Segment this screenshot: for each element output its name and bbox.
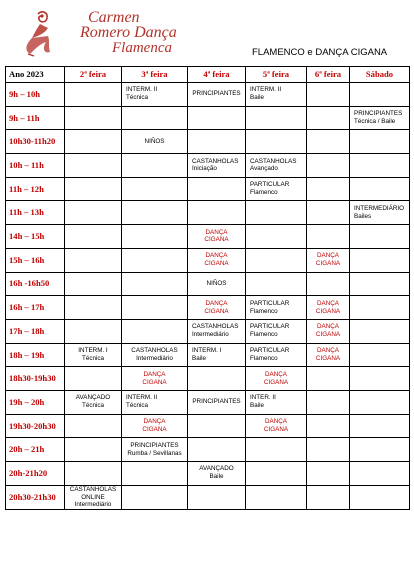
- schedule-cell-tuesday: [122, 272, 188, 296]
- table-row: [6, 272, 410, 296]
- schedule-cell-saturday: [350, 343, 410, 367]
- class-label: DANÇA CIGANA: [204, 299, 229, 315]
- schedule-cell-saturday: [350, 225, 410, 249]
- schedule-cell-thursday: [246, 343, 307, 367]
- logo-line-3: Flamenca: [112, 40, 172, 56]
- time-slot-label: 11h – 13h: [6, 201, 65, 225]
- schedule-cell-wednesday: [188, 367, 246, 391]
- schedule-cell-tuesday: [122, 83, 188, 107]
- schedule-cell-wednesday: [188, 319, 246, 343]
- class-label: INTERM. I Baile: [192, 347, 222, 362]
- table-row: [6, 343, 410, 367]
- schedule-cell-tuesday: [122, 343, 188, 367]
- schedule-cell-saturday: [350, 272, 410, 296]
- schedule-cell-monday: [65, 225, 122, 249]
- class-label: PARTICULAR Flamenco: [250, 323, 290, 339]
- schedule-cell-saturday: [350, 177, 410, 201]
- schedule-cell-wednesday: [188, 225, 246, 249]
- schedule-cell-monday: [65, 296, 122, 320]
- table-row: [6, 438, 410, 462]
- class-label: PARTICULAR Flamenco: [250, 347, 290, 362]
- class-label: DANÇA CIGANA: [263, 370, 289, 386]
- logo-line-1: Carmen: [88, 9, 140, 26]
- class-label: PRINCIPIANTES: [192, 90, 241, 98]
- year-label: Ano 2023: [6, 67, 65, 83]
- schedule-cell-thursday: [246, 414, 307, 438]
- page-subtitle: FLAMENCO e DANÇA CIGANA: [252, 47, 388, 58]
- schedule-cell-saturday: [350, 438, 410, 462]
- schedule-cell-monday: [65, 201, 122, 225]
- schedule-cell-wednesday: [188, 106, 246, 130]
- time-slot-label: 15h – 16h: [6, 248, 65, 272]
- logo-line-2: Romero Dança: [80, 24, 177, 41]
- schedule-cell-saturday: [350, 83, 410, 107]
- schedule-cell-tuesday: [122, 106, 188, 130]
- class-label: CASTANHOLAS Avançado: [250, 157, 297, 173]
- table-row: [6, 83, 410, 107]
- schedule-cell-tuesday: [122, 296, 188, 320]
- schedule-cell-thursday: [246, 130, 307, 154]
- time-slot-label: 10h30-11h20: [6, 130, 65, 154]
- class-label: DANÇA CIGANA: [315, 347, 341, 362]
- schedule-cell-thursday: [246, 248, 307, 272]
- schedule-cell-friday: [307, 296, 350, 320]
- schedule-cell-friday: [307, 83, 350, 107]
- schedule-cell-wednesday: [188, 438, 246, 462]
- day-header-thursday: 5ª feira: [246, 67, 307, 83]
- class-label: CASTANHOLAS Intermediário: [192, 323, 239, 339]
- table-row: [6, 201, 410, 225]
- schedule-cell-monday: [65, 485, 122, 510]
- schedule-cell-wednesday: [188, 462, 246, 486]
- schedule-cell-saturday: [350, 248, 410, 272]
- time-slot-label: 11h – 12h: [6, 177, 65, 201]
- schedule-cell-thursday: [246, 83, 307, 107]
- schedule-cell-tuesday: [122, 177, 188, 201]
- class-label: DANÇA CIGANA: [315, 252, 341, 268]
- schedule-cell-tuesday: [122, 248, 188, 272]
- class-label: NIÑOS: [206, 279, 227, 287]
- schedule-cell-saturday: [350, 485, 410, 510]
- schedule-cell-wednesday: [188, 414, 246, 438]
- table-row: [6, 319, 410, 343]
- class-label: DANÇA CIGANA: [263, 418, 289, 433]
- class-label: INTERM. I Técnica: [78, 347, 108, 362]
- schedule-cell-monday: [65, 177, 122, 201]
- schedule-cell-wednesday: [188, 272, 246, 296]
- schedule-cell-thursday: [246, 106, 307, 130]
- schedule-cell-friday: [307, 177, 350, 201]
- time-slot-label: 18h – 19h: [6, 343, 65, 367]
- schedule-cell-monday: [65, 106, 122, 130]
- schedule-cell-friday: [307, 272, 350, 296]
- class-label: AVANÇADO Técnica: [75, 394, 111, 410]
- time-slot-label: 9h – 10h: [6, 83, 65, 107]
- day-header-monday: 2ª feira: [65, 67, 122, 83]
- schedule-cell-friday: [307, 130, 350, 154]
- schedule-cell-friday: [307, 154, 350, 178]
- schedule-cell-monday: [65, 319, 122, 343]
- schedule-cell-wednesday: [188, 248, 246, 272]
- time-slot-label: 18h30-19h30: [6, 367, 65, 391]
- schedule-cell-saturday: [350, 154, 410, 178]
- schedule-cell-thursday: [246, 225, 307, 249]
- schedule-cell-tuesday: [122, 485, 188, 510]
- schedule-cell-thursday: [246, 485, 307, 510]
- schedule-cell-saturday: [350, 390, 410, 414]
- time-slot-label: 19h30-20h30: [6, 414, 65, 438]
- schedule-cell-thursday: [246, 462, 307, 486]
- class-label: NIÑOS: [144, 137, 165, 145]
- schedule-cell-friday: [307, 367, 350, 391]
- time-slot-label: 17h – 18h: [6, 319, 65, 343]
- schedule-cell-saturday: [350, 201, 410, 225]
- table-row: [6, 367, 410, 391]
- schedule-cell-thursday: [246, 272, 307, 296]
- time-slot-label: 19h – 20h: [6, 390, 65, 414]
- schedule-cell-tuesday: [122, 414, 188, 438]
- class-label: DANÇA CIGANA: [315, 299, 341, 315]
- schedule-cell-thursday: [246, 177, 307, 201]
- table-row: [6, 462, 410, 486]
- schedule-cell-wednesday: [188, 130, 246, 154]
- schedule-cell-thursday: [246, 154, 307, 178]
- schedule-cell-saturday: [350, 414, 410, 438]
- schedule-cell-monday: [65, 343, 122, 367]
- table-row: [6, 154, 410, 178]
- schedule-cell-friday: [307, 390, 350, 414]
- schedule-cell-tuesday: [122, 438, 188, 462]
- schedule-cell-monday: [65, 154, 122, 178]
- schedule-cell-friday: [307, 201, 350, 225]
- schedule-cell-saturday: [350, 462, 410, 486]
- schedule-cell-monday: [65, 438, 122, 462]
- table-row: [6, 248, 410, 272]
- schedule-cell-friday: [307, 106, 350, 130]
- schedule-cell-saturday: [350, 106, 410, 130]
- class-label: INTERMEDIÁRIO Bailes: [354, 204, 405, 220]
- schedule-cell-monday: [65, 414, 122, 438]
- schedule-cell-wednesday: [188, 154, 246, 178]
- schedule-cell-friday: [307, 462, 350, 486]
- schedule-cell-friday: [307, 225, 350, 249]
- table-row: [6, 296, 410, 320]
- schedule-cell-thursday: [246, 296, 307, 320]
- dancer-logo-icon: [20, 8, 60, 58]
- schedule-cell-tuesday: [122, 462, 188, 486]
- schedule-cell-friday: [307, 438, 350, 462]
- schedule-cell-monday: [65, 248, 122, 272]
- class-label: DANÇA CIGANA: [204, 228, 229, 244]
- day-header-friday: 6ª feira: [307, 67, 350, 83]
- class-label: PRINCIPIANTES Técnica / Baile: [354, 110, 403, 126]
- schedule-cell-wednesday: [188, 177, 246, 201]
- schedule-cell-friday: [307, 485, 350, 510]
- schedule-cell-monday: [65, 462, 122, 486]
- table-row: [6, 414, 410, 438]
- schedule-cell-monday: [65, 272, 122, 296]
- day-header-saturday: Sábado: [350, 67, 410, 83]
- academy-logo: [20, 8, 190, 58]
- schedule-cell-tuesday: [122, 319, 188, 343]
- class-label: DANÇA CIGANA: [204, 252, 229, 268]
- table-row: [6, 177, 410, 201]
- schedule-cell-tuesday: [122, 154, 188, 178]
- schedule-cell-thursday: [246, 367, 307, 391]
- time-slot-label: 16h -16h50: [6, 272, 65, 296]
- schedule-cell-saturday: [350, 130, 410, 154]
- schedule-cell-friday: [307, 248, 350, 272]
- class-label: PARTICULAR Flamenco: [250, 299, 290, 315]
- schedule-cell-saturday: [350, 296, 410, 320]
- schedule-cell-thursday: [246, 201, 307, 225]
- class-label: DANÇA CIGANA: [315, 323, 341, 339]
- schedule-cell-saturday: [350, 319, 410, 343]
- time-slot-label: 14h – 15h: [6, 225, 65, 249]
- table-row: [6, 390, 410, 414]
- time-slot-label: 10h – 11h: [6, 154, 65, 178]
- time-slot-label: 16h – 17h: [6, 296, 65, 320]
- day-header-tuesday: 3ª feira: [122, 67, 188, 83]
- schedule-cell-wednesday: [188, 201, 246, 225]
- schedule-cell-wednesday: [188, 296, 246, 320]
- schedule-cell-tuesday: [122, 367, 188, 391]
- class-label: DANÇA CIGANA: [142, 418, 167, 433]
- schedule-cell-monday: [65, 367, 122, 391]
- schedule-cell-tuesday: [122, 201, 188, 225]
- schedule-cell-tuesday: [122, 390, 188, 414]
- schedule-cell-wednesday: [188, 390, 246, 414]
- time-slot-label: 20h30-21h30: [6, 485, 65, 510]
- schedule-cell-tuesday: [122, 225, 188, 249]
- table-row: [6, 485, 410, 510]
- header-row: [6, 67, 410, 83]
- schedule-cell-wednesday: [188, 83, 246, 107]
- time-slot-label: 20h – 21h: [6, 438, 65, 462]
- schedule-cell-friday: [307, 319, 350, 343]
- time-slot-label: 9h – 11h: [6, 106, 65, 130]
- schedule-cell-thursday: [246, 438, 307, 462]
- time-slot-label: 20h-21h20: [6, 462, 65, 486]
- class-label: PRINCIPIANTES Rumba / Sevillanas: [127, 441, 182, 457]
- schedule-cell-thursday: [246, 319, 307, 343]
- schedule-cell-monday: [65, 390, 122, 414]
- table-row: [6, 106, 410, 130]
- class-label: INTERM. II Técnica: [126, 86, 158, 102]
- schedule-cell-thursday: [246, 390, 307, 414]
- schedule-cell-monday: [65, 83, 122, 107]
- schedule-cell-friday: [307, 414, 350, 438]
- class-label: CASTANHOLAS Iniciação: [192, 157, 239, 173]
- schedule-cell-friday: [307, 343, 350, 367]
- table-row: [6, 130, 410, 154]
- schedule-table: [5, 66, 410, 510]
- schedule-cell-wednesday: [188, 485, 246, 510]
- class-label: INTERM. II Baile: [250, 86, 282, 102]
- class-label: PARTICULAR Flamenco: [250, 181, 290, 197]
- schedule-cell-tuesday: [122, 130, 188, 154]
- class-label: CASTANHOLAS ONLINE Intermediário: [69, 485, 117, 509]
- schedule-cell-wednesday: [188, 343, 246, 367]
- class-label: INTERM. II Técnica: [126, 394, 158, 410]
- class-label: INTER. II Baile: [250, 394, 276, 410]
- class-label: AVANÇADO Baile: [199, 465, 234, 481]
- class-label: PRINCIPIANTES: [192, 398, 241, 406]
- schedule-cell-monday: [65, 130, 122, 154]
- class-label: DANÇA CIGANA: [142, 370, 167, 386]
- schedule-cell-saturday: [350, 367, 410, 391]
- day-header-wednesday: 4ª feira: [188, 67, 246, 83]
- table-row: [6, 225, 410, 249]
- class-label: CASTANHOLAS Intermediário: [131, 347, 178, 362]
